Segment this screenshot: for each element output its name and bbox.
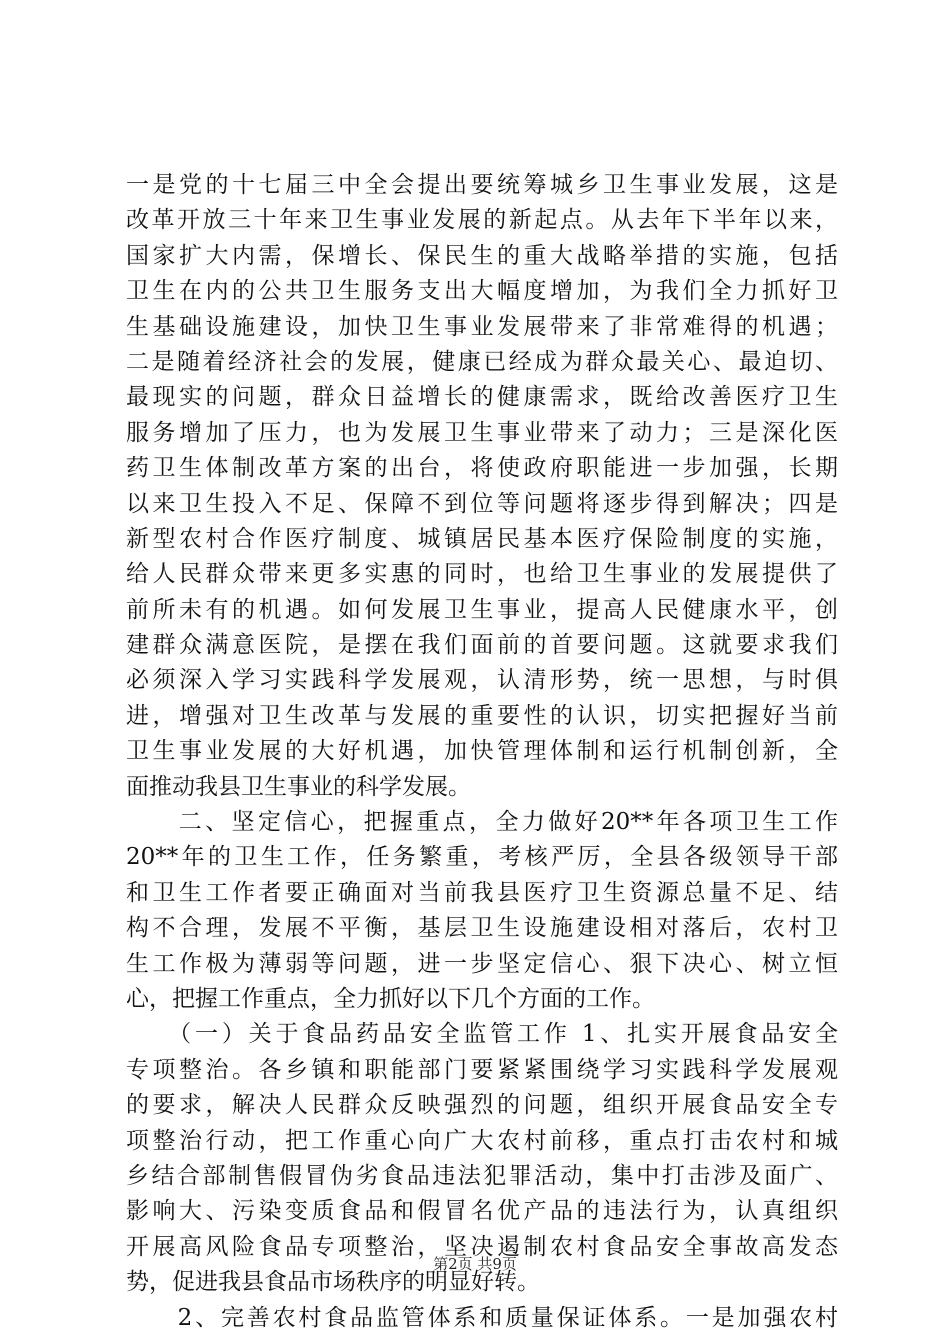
text-line: 服务增加了压力，也为发展卫生事业带来了动力；三是深化医 [126,419,838,446]
text-line: 面推动我县卫生事业的科学发展。 [126,773,471,800]
text-line: 卫生在内的公共卫生服务支出大幅度增加，为我们全力抓好卫 [126,278,838,305]
text-line: 一是党的十七届三中全会提出要统筹城乡卫生事业发展，这是 [126,172,838,198]
text-line: 给人民群众带来更多实惠的同时，也给卫生事业的发展提供了 [126,561,838,588]
text-line: 项整治行动，把工作重心向广大农村前移，重点打击农村和城 [126,1127,838,1154]
text-line: 卫生事业发展的大好机遇，加快管理体制和运行机制创新，全 [126,738,838,765]
text-line: （一）关于食品药品安全监管工作 1、扎实开展食品安全 [126,1021,838,1048]
text-line: 必须深入学习实践科学发展观，认清形势，统一思想，与时俱 [126,667,838,694]
text-line: 乡结合部制售假冒伪劣食品违法犯罪活动，集中打击涉及面广、 [126,1162,838,1189]
page-footer: 第2页 共9页 [433,1255,517,1273]
text-line: 前所未有的机遇。如何发展卫生事业，提高人民健康水平，创 [126,596,838,623]
text-line: 进，增强对卫生改革与发展的重要性的认识，切实把握好当前 [126,702,838,729]
text-line: 构不合理，发展不平衡，基层卫生设施建设相对落后，农村卫 [126,915,838,942]
body-text [126,168,838,1336]
text-line: 国家扩大内需，保增长、保民生的重大战略举措的实施，包括 [126,242,838,269]
text-line: 最现实的问题，群众日益增长的健康需求，既给改善医疗卫生 [126,384,838,411]
text-line: 20**年的卫生工作，任务繁重，考核严厉，全县各级领导干部 [126,844,838,871]
text-line: 专项整治。各乡镇和职能部门要紧紧围绕学习实践科学发展观 [126,1056,838,1083]
text-line: 2、完善农村食品监管体系和质量保证体系。一是加强农村 [126,1304,838,1331]
text-line: 心，把握工作重点，全力抓好以下几个方面的工作。 [126,985,655,1012]
text-line: 新型农村合作医疗制度、城镇居民基本医疗保险制度的实施， [126,525,838,552]
text-line: 改革开放三十年来卫生事业发展的新起点。从去年下半年以来， [126,207,838,234]
text-line: 的要求，解决人民群众反映强烈的问题，组织开展食品安全专 [126,1092,838,1119]
text-line: 药卫生体制改革方案的出台，将使政府职能进一步加强，长期 [126,455,838,482]
text-line: 二是随着经济社会的发展，健康已经成为群众最关心、最迫切、 [126,348,838,375]
text-line: 生工作极为薄弱等问题，进一步坚定信心、狠下决心、树立恒 [126,950,838,977]
text-line: 影响大、污染变质食品和假冒名优产品的违法行为，认真组织 [126,1198,838,1225]
text-line: 生基础设施建设，加快卫生事业发展带来了非常难得的机遇； [126,313,838,340]
text-line: 开展高风险食品专项整治，坚决遏制农村食品安全事故高发态 [126,1233,838,1260]
text-line: 和卫生工作者要正确面对当前我县医疗卫生资源总量不足、结 [126,879,838,906]
text-line: 势，促进我县食品市场秩序的明显好转。 [126,1269,540,1296]
text-line: 以来卫生投入不足、保障不到位等问题将逐步得到解决；四是 [126,490,838,517]
text-line: 建群众满意医院，是摆在我们面前的首要问题。这就要求我们 [126,632,838,659]
text-line: 二、坚定信心，把握重点，全力做好20**年各项卫生工作 [126,809,838,836]
